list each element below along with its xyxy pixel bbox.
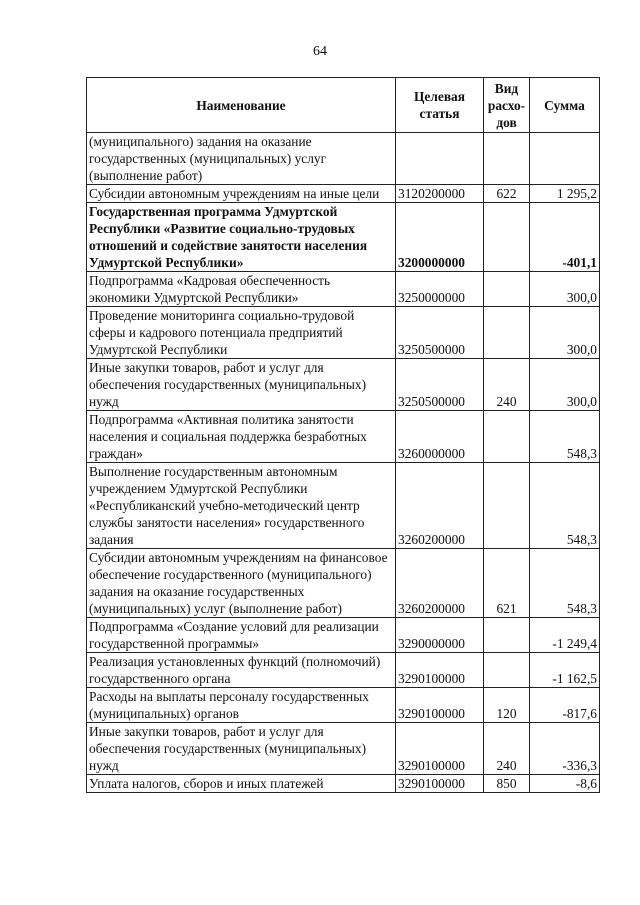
row-name: Государственная программа Удмуртской Республики «Развитие социально-трудовых отношений и содействие занятости населения Удмуртской Республики» [87,203,396,272]
row-code: 3200000000 [396,203,484,272]
row-sum: -401,1 [530,203,600,272]
header-sum: Сумма [530,78,600,133]
row-name: Реализация установленных функций (полномочий) государственного органа [87,653,396,688]
table-row [87,549,600,618]
row-name: Иные закупки товаров, работ и услуг для обеспечения государственных (муниципальных) нужд [87,359,396,411]
table-header-row [87,78,600,133]
row-code: 3120200000 [396,185,484,203]
row-name: Субсидии автономным учреждениям на финансовое обеспечение государственного (муниципального) задания на оказание государственных (муниципальных) услуг (выполнение работ) [87,549,396,618]
row-sum: 548,3 [530,463,600,549]
table-row [87,653,600,688]
row-code: 3290100000 [396,723,484,775]
row-code: 3290100000 [396,688,484,723]
row-kind [484,618,530,653]
table-row [87,307,600,359]
row-name: Подпрограмма «Кадровая обеспеченность экономики Удмуртской Республики» [87,272,396,307]
header-kind: Вид расхо-дов [484,78,530,133]
row-kind [484,653,530,688]
row-code: 3250500000 [396,307,484,359]
table-row [87,133,600,185]
table-row [87,203,600,272]
row-kind: 240 [484,359,530,411]
row-sum: -1 249,4 [530,618,600,653]
row-kind [484,463,530,549]
header-code: Целевая статья [396,78,484,133]
row-code: 3290000000 [396,618,484,653]
page-number: 64 [313,44,327,59]
row-code [396,133,484,185]
budget-table [86,77,600,793]
table-row [87,775,600,793]
row-name: Иные закупки товаров, работ и услуг для обеспечения государственных (муниципальных) нужд [87,723,396,775]
row-kind [484,272,530,307]
row-name: Подпрограмма «Создание условий для реализации государственной программы» [87,618,396,653]
row-kind [484,203,530,272]
row-code: 3260200000 [396,549,484,618]
row-sum: -1 162,5 [530,653,600,688]
row-name: Уплата налогов, сборов и иных платежей [87,775,396,793]
row-kind [484,133,530,185]
table-body [87,133,600,793]
row-name: Расходы на выплаты персоналу государственных (муниципальных) органов [87,688,396,723]
row-code: 3250500000 [396,359,484,411]
table-row [87,359,600,411]
row-name: (муниципального) задания на оказание государственных (муниципальных) услуг (выполнение работ) [87,133,396,185]
row-sum: -8,6 [530,775,600,793]
row-kind: 622 [484,185,530,203]
row-sum: -817,6 [530,688,600,723]
row-code: 3290100000 [396,775,484,793]
row-kind: 240 [484,723,530,775]
row-code: 3250000000 [396,272,484,307]
row-sum: -336,3 [530,723,600,775]
row-kind [484,307,530,359]
table-row [87,723,600,775]
table-row [87,411,600,463]
row-sum: 300,0 [530,272,600,307]
row-name: Выполнение государственным автономным учреждением Удмуртской Республики «Республиканский учебно-методический центр службы занятости населения» государственного задания [87,463,396,549]
row-code: 3260200000 [396,463,484,549]
row-kind [484,411,530,463]
row-name: Субсидии автономным учреждениям на иные цели [87,185,396,203]
table-row [87,185,600,203]
row-sum [530,133,600,185]
table-row [87,463,600,549]
row-sum: 300,0 [530,359,600,411]
row-code: 3260000000 [396,411,484,463]
row-code: 3290100000 [396,653,484,688]
header-name: Наименование [87,78,396,133]
row-kind: 621 [484,549,530,618]
row-kind: 120 [484,688,530,723]
row-sum: 1 295,2 [530,185,600,203]
row-kind: 850 [484,775,530,793]
table-row [87,688,600,723]
row-sum: 548,3 [530,549,600,618]
row-sum: 300,0 [530,307,600,359]
table-row [87,618,600,653]
row-name: Подпрограмма «Активная политика занятости населения и социальная поддержка безработных граждан» [87,411,396,463]
table-row [87,272,600,307]
row-name: Проведение мониторинга социально-трудовой сферы и кадрового потенциала предприятий Удмуртской Республики [87,307,396,359]
row-sum: 548,3 [530,411,600,463]
